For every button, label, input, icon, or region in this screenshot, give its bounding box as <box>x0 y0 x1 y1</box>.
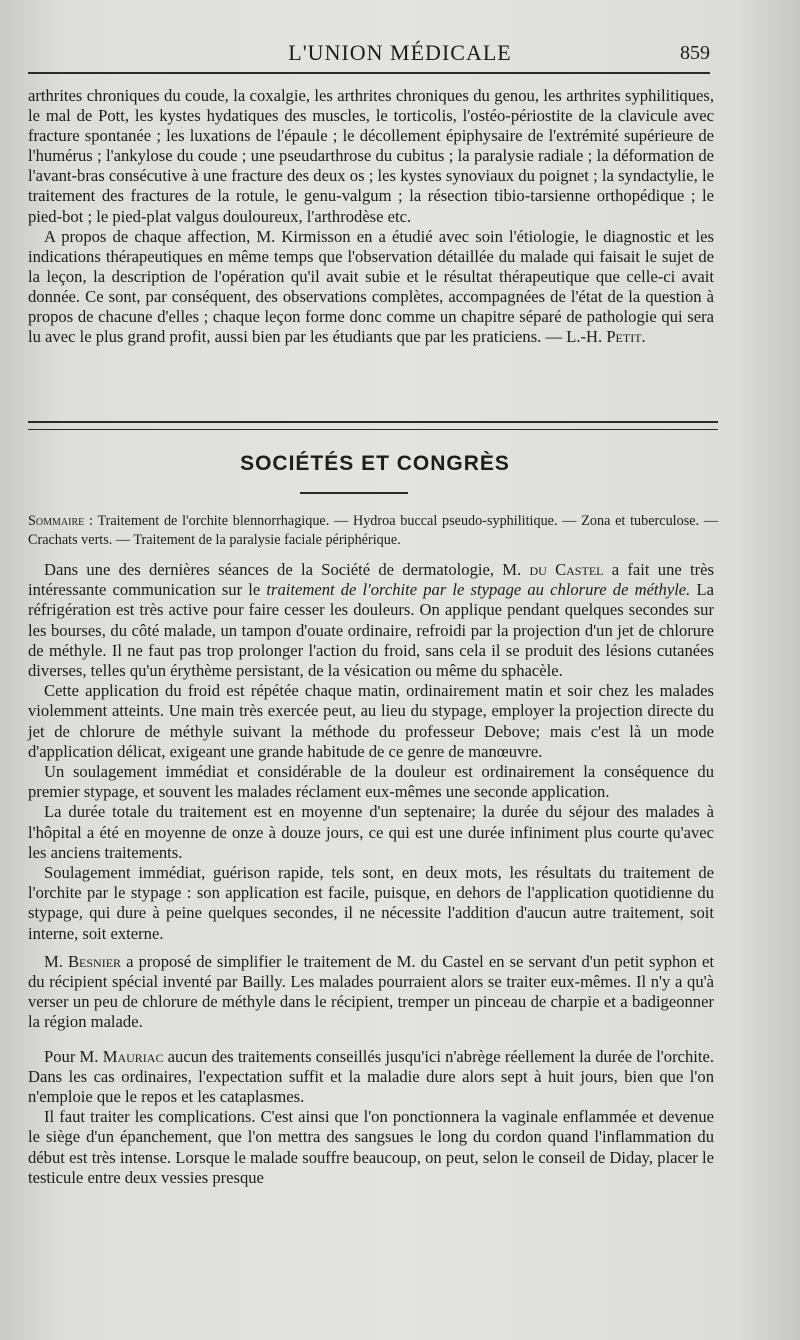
person-name: Besnier <box>67 951 122 971</box>
paragraph: arthrites chroniques du coude, la coxalgie, les arthrites chroniques du genou, les arthrites syphilitiques, le mal de Pott, les kystes hydatiques des muscles, le torticolis, l'ostéo-périostite de la clavicule avec fracture spontanée ; les luxations de l'épaule ; le décollement épiphysaire de l'extrémité supérieure de l'humérus ; l'ankylose du coude ; une pseudarthrose du cubitus ; la paralysie radiale ; la déformation de l'avant-bras consécutive à une fracture des deux os ; les kystes synoviaux du poignet ; la syndactylie, le traitement des fractures de la rotule, le genu-valgum ; la résection tibio-tarsienne orthopédique ; le pied-bot ; le pied-plat valgus douloureux, l'arthrodèse etc. <box>28 86 714 226</box>
text: Dans une des dernières séances de la Société de dermatologie, M. <box>44 560 522 579</box>
paragraph: La durée totale du traitement est en moyenne d'un septenaire; la durée du séjour des malades à l'hôpital a été en moyenne de onze à douze jours, ce qui est une durée infiniment plus courte qu'avec les anciens traitements. <box>28 802 714 862</box>
text: a fait une très intéressante communication sur le <box>28 560 714 600</box>
italic-phrase: traitement de l'orchite par le stypage au chlorure de méthyle. <box>266 580 691 600</box>
paragraph: Cette application du froid est répétée chaque matin, ordinairement matin et soir chez les malades violemment atteints. Une main très exercée peut, au lieu du stypage, employer la projection directe du jet de chlorure de méthyle suivant la méthode du professeur Debove; mais c'est là un mode d'application délicat, exigeant une grande habitude de ce genre de manœuvre. <box>28 681 714 761</box>
paragraph-text: A propos de chaque affection, M. Kirmisson en a étudié avec soin l'étiologie, le diagnostic et les indications thérapeutiques en même temps que l'observation détaillée du malade qui faisait le sujet de la leçon, la description de l'opération qu'il avait subie et le résultat thérapeutique que celle-ci avait donnée. Ce sont, par conséquent, des observations complètes, accompagnées de l'état de la question à propos de chacune d'elles ; chaque leçon forme donc comme un chapitre séparé de pathologie qui sera lu avec le plus grand profit, aussi bien par les étudiants que par les praticiens. — <box>28 226 714 347</box>
text: Pour M. <box>44 1046 99 1066</box>
text: a proposé de simplifier le traitement de M. du Castel en se servant d'un petit syphon et du récipient spécial inventé par Bailly. Les malades pourraient alors se traiter eux-mêmes. Il n'y a qu'à verser un peu de chlorure de méthyle dans le récipient, tremper un pinceau de charpie et a badigeonner la région malade. <box>28 951 714 1032</box>
section-summary <box>28 512 718 550</box>
article-body <box>28 560 714 1188</box>
page-number: 859 <box>680 42 710 64</box>
paragraph <box>28 1047 714 1108</box>
running-title: L'UNION MÉDICALE <box>288 40 512 65</box>
page-header <box>0 40 800 70</box>
section-title: SOCIÉTÉS ET CONGRÈS <box>240 452 510 475</box>
section-divider <box>28 421 718 430</box>
paragraph <box>28 227 714 348</box>
paragraph: Soulagement immédiat, guérison rapide, tels sont, en deux mots, les résultats du traitement de l'orchite par le stypage : son application est facile, puisque, en dehors de l'application quotidienne du stypage, qui dure à peine quelques secondes, il ne nécessite l'addition d'aucun autre traitement, soit interne, soit externe. <box>28 863 714 943</box>
text: La réfrigération est très active pour faire cesser les douleurs. On applique pendant quelques secondes sur les bourses, du côté malade, un tampon d'ouate ordinaire, refroidi par la projection d'un jet de chlorure de méthyle. Il ne faut pas trop prolonger l'action du froid, sans cela il se produit des lésions cutanées diverses, telles qu'un érythème persistant, de la vésication ou même du sphacèle. <box>28 580 714 681</box>
text: M. <box>44 951 63 971</box>
paragraph <box>28 952 714 1033</box>
title-underline <box>300 492 408 494</box>
paragraph: Un soulagement immédiat et considérable de la douleur est ordinairement la conséquence du premier stypage, et souvent les malades réclament eux-mêmes une seconde application. <box>28 762 714 802</box>
text: aucun des traitements conseillés jusqu'ici n'abrège réellement la durée de l'orchite. Dans les cas ordinaires, l'expectation suffit et la maladie dure alors sept à huit jours, bien que l'on n'emploie que le repos et les cataplasmes. <box>28 1046 715 1107</box>
paragraph: Il faut traiter les complications. C'est ainsi que l'on ponctionnera la vaginale enflammée et devenue le siège d'un épanchement, que l'on mettra des sangsues le long du cordon quand l'inflammation du début est très intense. Lorsque le malade souffre beaucoup, on peut, selon le conseil de Diday, placer le testicule entre deux vessies presque <box>28 1107 714 1187</box>
summary-label: Sommaire : <box>28 513 93 529</box>
previous-article <box>28 86 714 347</box>
signature: L.-H. Petit. <box>566 327 646 347</box>
paragraph <box>28 560 714 681</box>
person-name: Mauriac <box>102 1046 164 1066</box>
header-rule <box>28 72 710 74</box>
summary-text: Traitement de l'orchite blennorrhagique. — Hydroa buccal pseudo-syphilitique. — Zona et tuberculose. — Crachats verts. — Traitement de la paralysie faciale périphérique. <box>28 513 719 548</box>
person-name: du Castel <box>529 560 604 579</box>
